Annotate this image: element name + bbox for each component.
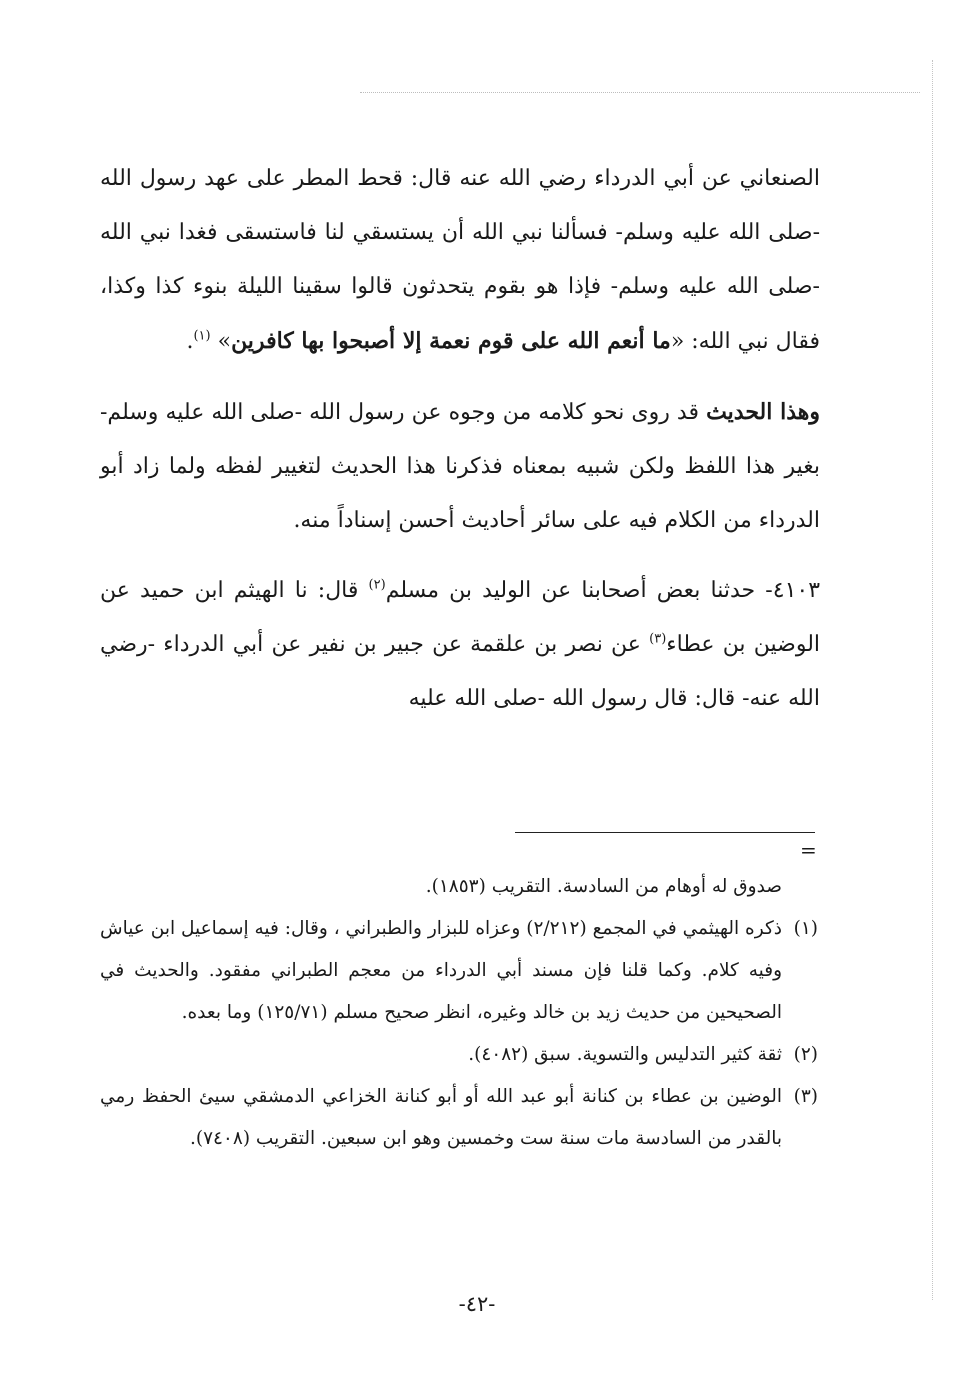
footnote-3 [100, 1076, 818, 1160]
p1-quote: ما أنعم الله على قوم نعمة إلا أصبحوا بها كافرين [231, 328, 671, 354]
footnote-ref-2[interactable]: (٢) [368, 577, 386, 593]
footnote-ref-3[interactable]: (٣) [649, 631, 667, 647]
footnote-text: ذكره الهيثمي في المجمع (٢/٢١٢) وعزاه للبزار والطبراني ، وقال: فيه إسماعيل ابن عياش وفيه كلام. وكما قلنا فإن مسند أبي الدرداء من معجم الطبراني مفقود. والحديث في الصحيحين من حديث زيد بن خالد وغيره، انظر صحيح مسلم (١٢٥/٧١) وما بعده. [100, 918, 782, 1023]
page-number: -٤٢- [458, 1292, 496, 1316]
footnote-continued: صدوق له أوهام من السادسة. التقريب (١٨٥٣). [425, 876, 782, 897]
paragraph-3 [100, 564, 820, 726]
footnote-1 [100, 908, 818, 1034]
footnote-text: الوضين بن عطاء بن كنانة أبو عبد الله أو أبو كنانة الخزاعي الدمشقي سيئ الحفظ رمي بالقدر من السادسة مات سنة ست وخمسين وهو ابن سبعين. التقريب (٧٤٠٨). [100, 1086, 782, 1149]
p3-text-a: ٤١٠٣- حدثنا بعض أصحابنا عن الوليد بن مسلم [385, 578, 821, 603]
paragraph-2 [100, 385, 820, 548]
paragraph-1 [100, 152, 820, 369]
scan-dotted-line-right [932, 60, 933, 1300]
continuation-mark: = [800, 838, 817, 862]
p3-text-b: قال: نا الهيثم ابن حميد عن الوضين بن عطاء [100, 578, 821, 657]
footnote-ref-1[interactable]: (١) [193, 328, 211, 344]
main-text [100, 152, 820, 742]
scan-dotted-line-top [360, 92, 920, 93]
footnote-number: (٣) [793, 1086, 818, 1107]
p1-end: . [186, 329, 194, 354]
footnotes [100, 866, 818, 1160]
p1-quote-close: » [217, 329, 232, 354]
p3-text-c: عن نصر بن علقمة عن جبير بن نفير عن أبي الدرداء -رضي الله عنه- قال: قال رسول الله -صلى الله عليه [100, 632, 820, 711]
footnote-number: (٢) [793, 1044, 818, 1065]
footnote-separator [515, 832, 815, 833]
p1-text: الصنعاني عن أبي الدرداء رضي الله عنه قال: قحط المطر على عهد رسول الله -صلى الله عليه وسلم- فسألنا نبي الله أن يستسقي لنا فاستسقى فغدا نبي الله -صلى الله عليه وسلم- فإذا هو بقوم يتحدثون قالوا سقينا الليلة بنوء كذا وكذا، فقال نبي الله: « [100, 166, 820, 354]
p2-text: قد روى نحو كلامه من وجوه عن رسول الله -صلى الله عليه وسلم- بغير هذا اللفظ ولكن شبيه بمعناه فذكرنا هذا الحديث لتغيير لفظه ولما زاد أبو الدرداء من الكلام فيه على سائر أحاديث أحسن إسناداً منه. [100, 400, 820, 533]
footnote-number: (١) [793, 918, 818, 939]
footnote-2 [100, 1034, 818, 1076]
footnote-text: ثقة كثير التدليس والتسوية. سبق (٤٠٨٢). [468, 1044, 782, 1065]
p2-heading: وهذا الحديث [706, 399, 820, 425]
